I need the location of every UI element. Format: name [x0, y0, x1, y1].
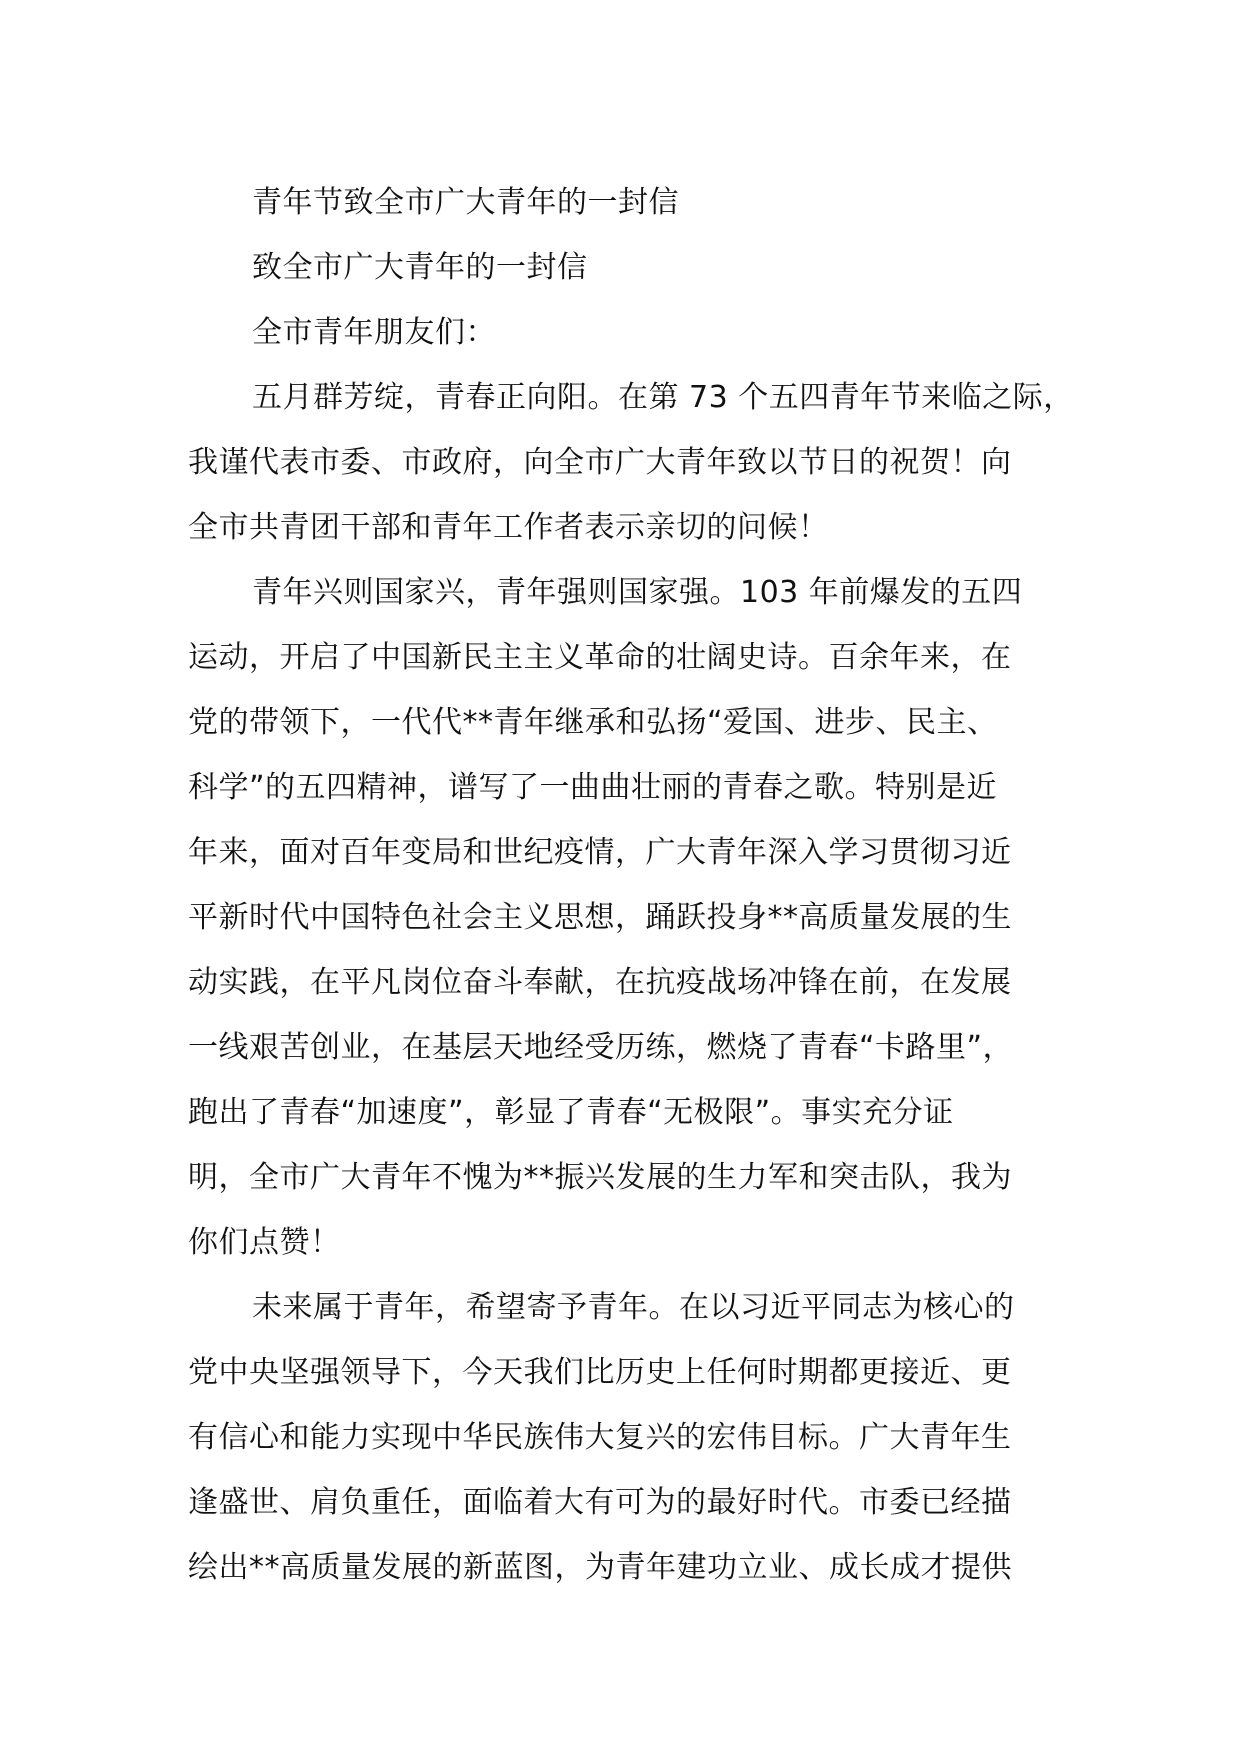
- paragraph-2-line-10: 明，全市广大青年不愧为**振兴发展的生力军和突击队，我为: [188, 1160, 1012, 1195]
- paragraph-3-line-1: 未来属于青年，希望寄予青年。在以习近平同志为核心的: [252, 1290, 1015, 1325]
- paragraph-3-line-3: 有信心和能力实现中华民族伟大复兴的宏伟目标。广大青年生: [188, 1420, 1012, 1455]
- paragraph-2-line-1: 青年兴则国家兴，青年强则国家强。103 年前爆发的五四: [252, 575, 1023, 610]
- paragraph-3-line-4: 逢盛世、肩负重任，面临着大有可为的最好时代。市委已经描: [188, 1485, 1012, 1520]
- paragraph-2-line-6: 平新时代中国特色社会主义思想，踊跃投身**高质量发展的生: [188, 900, 1012, 935]
- letter-body: [188, 170, 1088, 1600]
- paragraph-2-line-11: 你们点赞！: [188, 1225, 341, 1260]
- document-title: 青年节致全市广大青年的一封信: [252, 185, 679, 220]
- paragraph-1-line-3: 全市共青团干部和青年工作者表示亲切的问候！: [188, 510, 829, 545]
- paragraph-2-line-5: 年来，面对百年变局和世纪疫情，广大青年深入学习贯彻习近: [188, 835, 1012, 870]
- paragraph-2-line-8: 一线艰苦创业，在基层天地经受历练，燃烧了青春“卡路里”，: [188, 1030, 1014, 1065]
- paragraph-1-line-1: 五月群芳绽，青春正向阳。在第 73 个五四青年节来临之际，: [252, 380, 1074, 415]
- paragraph-2-line-2: 运动，开启了中国新民主主义革命的壮阔史诗。百余年来，在: [188, 640, 1012, 675]
- paragraph-2-line-4: 科学”的五四精神，谱写了一曲曲壮丽的青春之歌。特别是近: [188, 770, 998, 805]
- paragraph-2-line-7: 动实践，在平凡岗位奋斗奉献，在抗疫战场冲锋在前，在发展: [188, 965, 1012, 1000]
- paragraph-2-line-9: 跑出了青春“加速度”，彰显了青春“无极限”。事实充分证: [188, 1095, 954, 1130]
- paragraph-1-line-2: 我谨代表市委、市政府，向全市广大青年致以节日的祝贺！向: [188, 445, 1012, 480]
- document-subtitle: 致全市广大青年的一封信: [252, 250, 588, 285]
- paragraph-3-line-5: 绘出**高质量发展的新蓝图，为青年建功立业、成长成才提供: [188, 1550, 1012, 1585]
- salutation: 全市青年朋友们：: [252, 315, 496, 350]
- paragraph-2-line-3: 党的带领下，一代代**青年继承和弘扬“爱国、进步、民主、: [188, 705, 998, 740]
- paragraph-3-line-2: 党中央坚强领导下，今天我们比历史上任何时期都更接近、更: [188, 1355, 1012, 1390]
